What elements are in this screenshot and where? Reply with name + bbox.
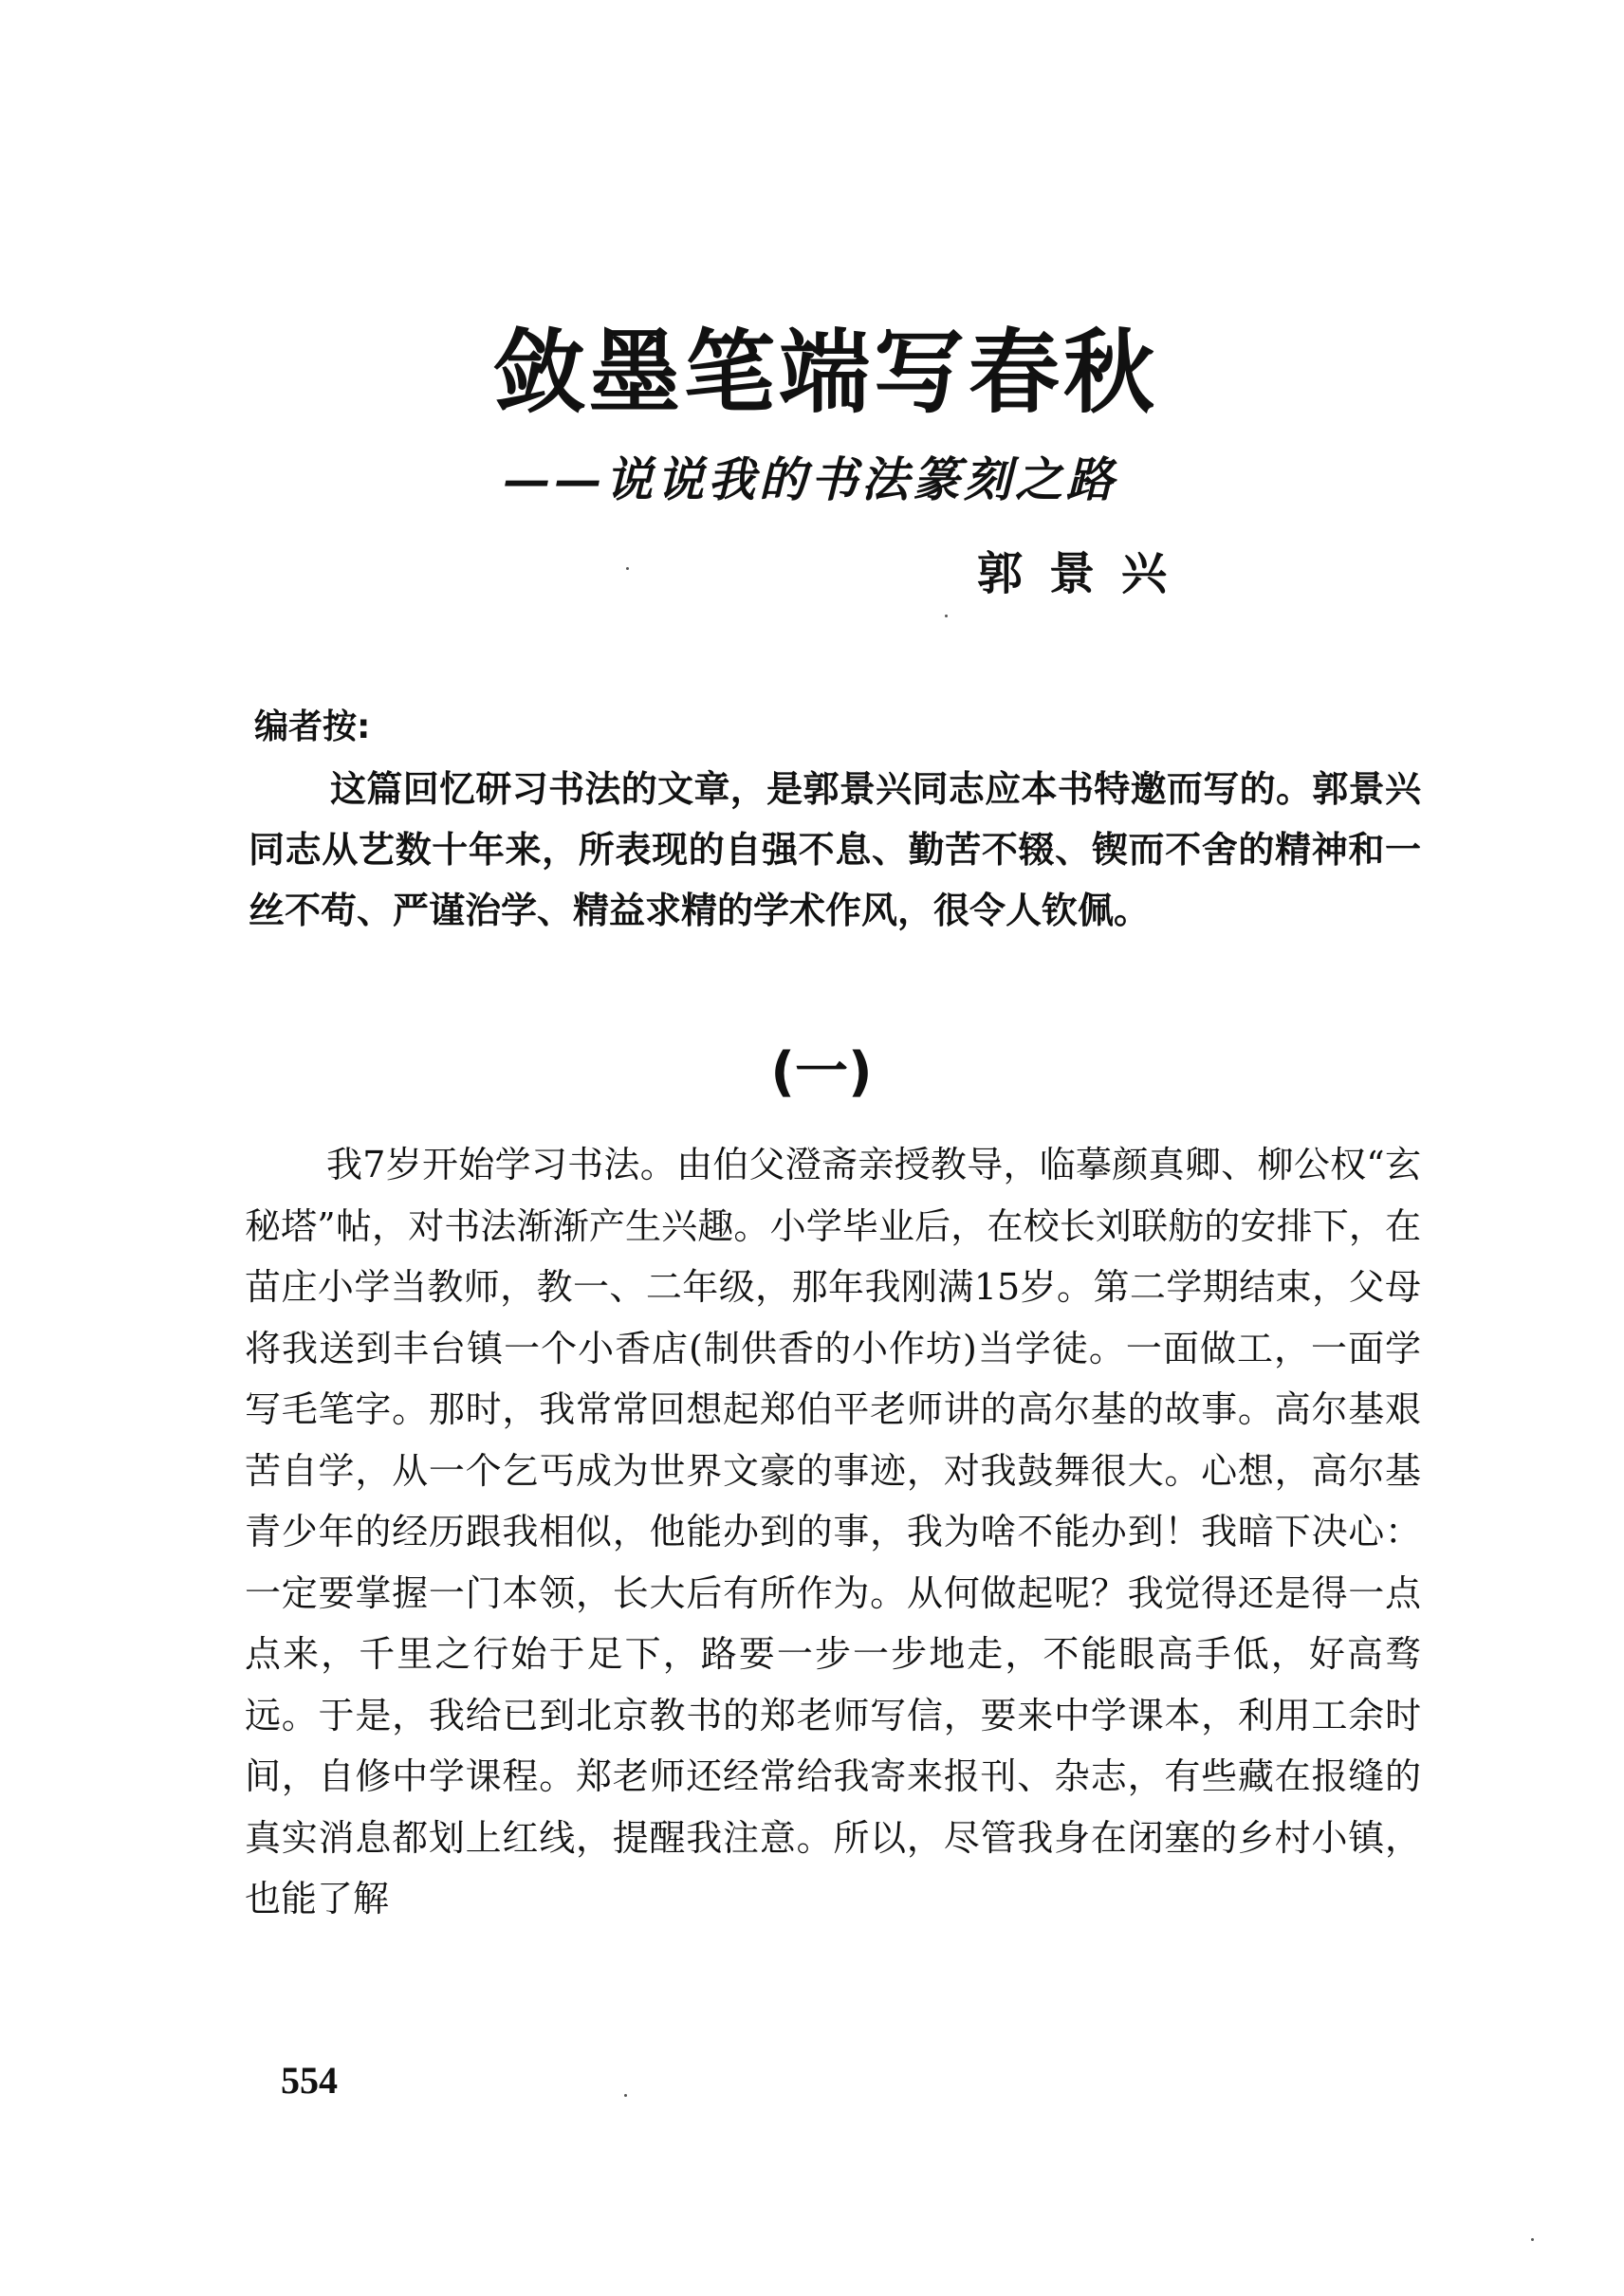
article-subtitle: ——说说我的书法篆刻之路 [503,451,1117,507]
article-title: 敛墨笔端写春秋 [494,319,1158,426]
section-body-text: 我7岁开始学习书法。由伯父澄斋亲授教导，临摹颜真卿、柳公权“玄秘塔”帖，对书法渐渐产生兴趣。小学毕业后，在校长刘联舫的安排下，在苗庄小学当教师，教一、二年级，那年我刚满15岁。第二学期结束，父母将我送到丰台镇一个小香店(制供香的小作坊)当学徒。一面做工，一面学写毛笔字。那时，我常常回想起郑伯平老师讲的高尔基的故事。高尔基艰苦自学，从一个乞丐成为世界文豪的事迹，对我鼓舞很大。心想，高尔基青少年的经历跟我相似，他能办到的事，我为啥不能办到！我暗下决心：一定要掌握一门本领，长大后有所作为。从何做起呢？我觉得还是得一点点来，千里之行始于足下，路要一步一步地走，不能眼高手低，好高骛远。于是，我给已到北京教书的郑老师写信，要来中学课本，利用工余时间，自修中学课程。郑老师还经常给我寄来报刊、杂志，有些藏在报缝的真实消息都划上红线，提醒我注意。所以，尽管我身在闭塞的乡村小镇，也能了解 [245,1144,1421,1919]
page-number: 554 [281,2059,338,2102]
editor-note-label: 编者按: [254,707,371,746]
scan-speck [626,567,629,570]
article-author: 郭景兴 [977,547,1194,600]
scan-speck [624,2094,627,2097]
scan-speck [1531,2238,1534,2241]
editor-note-text: 这篇回忆研习书法的文章，是郭景兴同志应本书特邀而写的。郭景兴同志从艺数十年来，所表现的自强不息、勤苦不辍、锲而不舍的精神和一丝不苟、严谨治学、精益求精的学术作风，很令人钦佩。 [249,768,1421,931]
section-heading: (一) [770,1041,873,1103]
scan-speck [945,615,948,617]
